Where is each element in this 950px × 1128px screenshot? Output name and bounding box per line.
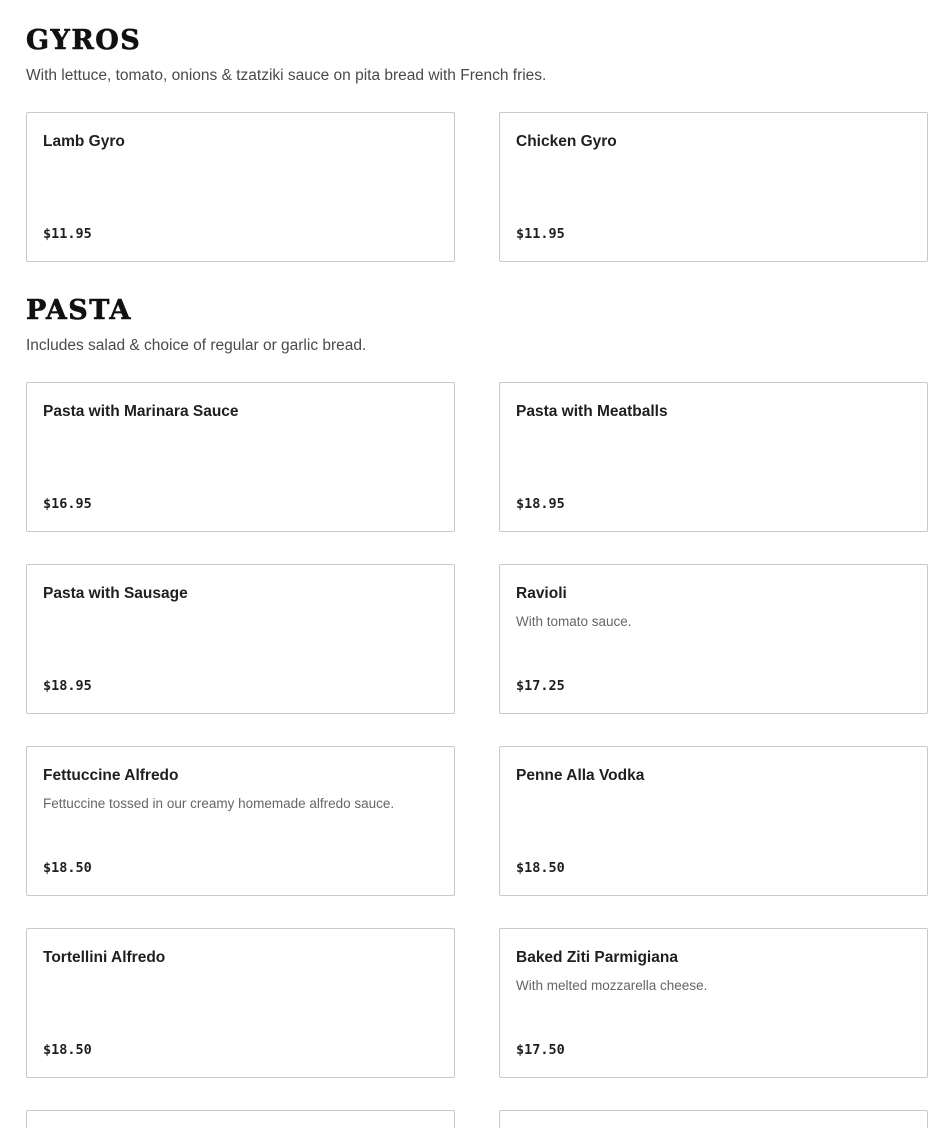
menu-item-card[interactable] bbox=[499, 564, 928, 714]
menu-item-name: Pasta with Meatballs bbox=[516, 403, 668, 420]
menu-item-price: $18.95 bbox=[516, 496, 565, 512]
gyros-section-description: With lettuce, tomato, onions & tzatziki sauce on pita bread with French fries. bbox=[26, 67, 547, 84]
menu-item-price: $18.50 bbox=[43, 1042, 92, 1058]
menu-item-card[interactable] bbox=[499, 746, 928, 896]
menu-item-price: $18.95 bbox=[43, 678, 92, 694]
menu-item-price: $17.25 bbox=[516, 678, 565, 694]
pasta-section-description: Includes salad & choice of regular or garlic bread. bbox=[26, 337, 367, 354]
menu-item-card[interactable] bbox=[26, 382, 455, 532]
menu-item-name: Lamb Gyro bbox=[43, 133, 125, 150]
menu-item-name: Chicken Gyro bbox=[516, 133, 617, 150]
menu-item-description: Fettuccine tossed in our creamy homemade alfredo sauce. bbox=[43, 796, 395, 811]
gyros-section-title: GYROS bbox=[26, 25, 142, 56]
menu-item-price: $16.95 bbox=[43, 496, 92, 512]
pasta-menu-grid bbox=[26, 382, 928, 1128]
gyros-menu-grid bbox=[26, 112, 928, 262]
menu-item-price: $11.95 bbox=[43, 226, 92, 242]
menu-item-card[interactable] bbox=[26, 746, 455, 896]
menu-item-card[interactable] bbox=[26, 564, 455, 714]
menu-item-name: Fettuccine Alfredo bbox=[43, 767, 179, 784]
menu-item-card[interactable] bbox=[499, 1110, 928, 1128]
pasta-section-title: PASTA bbox=[26, 295, 132, 326]
menu-item-name: Tortellini Alfredo bbox=[43, 949, 166, 966]
menu-item-price: $11.95 bbox=[516, 226, 565, 242]
menu-item-card[interactable] bbox=[26, 112, 455, 262]
menu-item-price: $17.50 bbox=[516, 1042, 565, 1058]
menu-item-card[interactable] bbox=[499, 928, 928, 1078]
menu-item-name: Pasta with Sausage bbox=[43, 585, 188, 602]
menu-item-card[interactable] bbox=[26, 1110, 455, 1128]
menu-item-name: Penne Alla Vodka bbox=[516, 767, 645, 784]
menu-item-name: Pasta with Marinara Sauce bbox=[43, 403, 239, 420]
menu-item-card[interactable] bbox=[26, 928, 455, 1078]
menu-item-price: $18.50 bbox=[43, 860, 92, 876]
menu-item-name: Baked Ziti Parmigiana bbox=[516, 949, 678, 966]
menu-item-description: With melted mozzarella cheese. bbox=[516, 978, 708, 993]
menu-item-card[interactable] bbox=[499, 382, 928, 532]
menu-item-price: $18.50 bbox=[516, 860, 565, 876]
menu-item-description: With tomato sauce. bbox=[516, 614, 632, 629]
menu-item-name: Ravioli bbox=[516, 585, 567, 602]
menu-item-card[interactable] bbox=[499, 112, 928, 262]
